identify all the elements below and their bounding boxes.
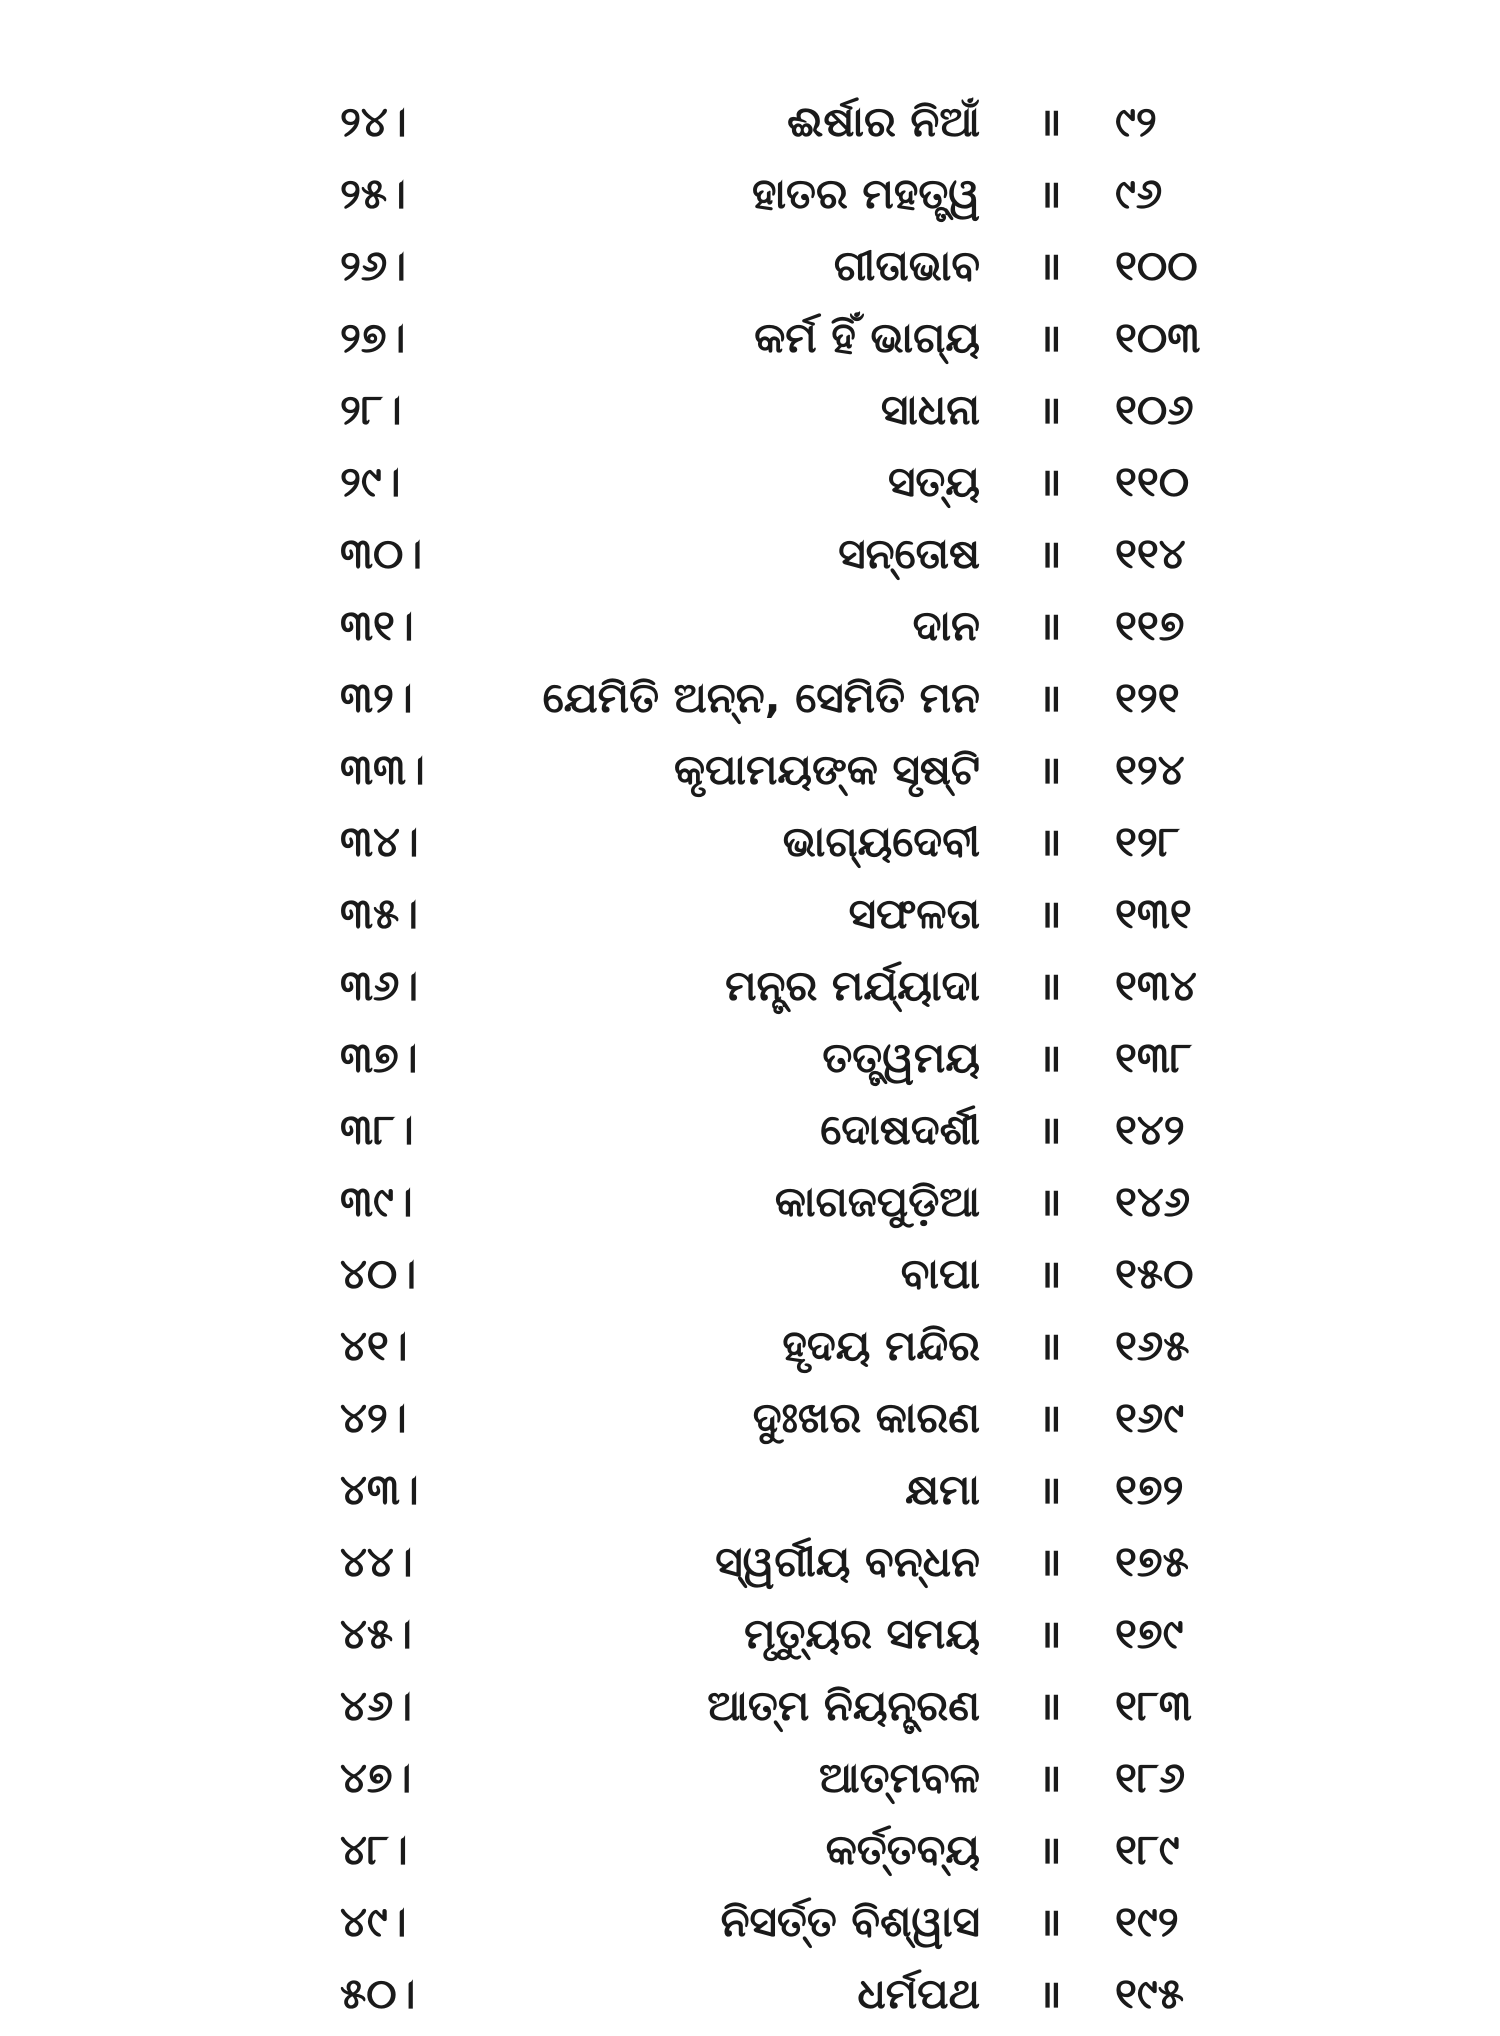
chapter-title: ସତ୍ୟ <box>888 457 980 506</box>
page-number: ୧୫୦ <box>1115 1249 1194 1298</box>
chapter-title: ହାତର ମହତ୍ତ୍ୱ <box>751 169 980 218</box>
chapter-number: ୨୪। <box>340 97 407 146</box>
chapter-number: ୪୪। <box>340 1537 413 1586</box>
toc-row <box>0 236 1500 308</box>
toc-row <box>0 1964 1500 2036</box>
toc-row <box>0 1892 1500 1964</box>
separator: ॥ <box>1038 604 1062 648</box>
chapter-title: ଦୁଃଖର କାରଣ <box>752 1393 980 1442</box>
chapter-number: ୪୬। <box>340 1681 413 1730</box>
page-number: ୧୨୮ <box>1115 817 1180 866</box>
chapter-number: ୪୫। <box>340 1609 413 1658</box>
chapter-title: କର୍ମ ହିଁ ଭାଗ୍ୟ <box>754 313 980 362</box>
chapter-title: ସାଧନା <box>880 385 980 434</box>
page-number: ୧୧୪ <box>1115 529 1186 578</box>
toc-row <box>0 1820 1500 1892</box>
page-number: ୧୦୩ <box>1115 313 1201 362</box>
chapter-title: ସ୍ୱର୍ଗୀୟ ବନ୍ଧନ <box>715 1537 980 1586</box>
chapter-number: ୩୩। <box>340 745 425 794</box>
separator: ॥ <box>1038 1900 1062 1944</box>
toc-row <box>0 380 1500 452</box>
chapter-title: କାଗଜପୁଡ଼ିଆ <box>774 1177 980 1226</box>
page-number: ୧୧୦ <box>1115 457 1190 506</box>
separator: ॥ <box>1038 1756 1062 1800</box>
separator: ॥ <box>1038 748 1062 792</box>
separator: ॥ <box>1038 1324 1062 1368</box>
toc-row <box>0 1532 1500 1604</box>
separator: ॥ <box>1038 892 1062 936</box>
toc-row <box>0 596 1500 668</box>
chapter-title: ମୃତ୍ୟୁର ସମୟ <box>744 1609 980 1658</box>
toc-row <box>0 1676 1500 1748</box>
toc-row <box>0 668 1500 740</box>
page-number: ୧୨୧ <box>1115 673 1180 722</box>
chapter-title: ଯେମିତି ଅନ୍ନ, ସେମିତି ମନ <box>542 673 980 722</box>
separator: ॥ <box>1038 172 1062 216</box>
separator: ॥ <box>1038 532 1062 576</box>
chapter-title: ସଫଳତା <box>848 889 980 938</box>
toc-row <box>0 884 1500 956</box>
page-number: ୧୬୯ <box>1115 1393 1185 1442</box>
page-number: ୧୮୯ <box>1115 1825 1180 1874</box>
separator: ॥ <box>1038 1972 1062 2016</box>
toc-row <box>0 1748 1500 1820</box>
toc-row <box>0 740 1500 812</box>
chapter-title: ବାପା <box>900 1249 980 1298</box>
page-number: ୧୯୨ <box>1115 1897 1179 1946</box>
toc-row <box>0 1388 1500 1460</box>
chapter-number: ୩୭। <box>340 1033 418 1082</box>
chapter-number: ୨୫। <box>340 169 407 218</box>
separator: ॥ <box>1038 316 1062 360</box>
separator: ॥ <box>1038 820 1062 864</box>
separator: ॥ <box>1038 676 1062 720</box>
chapter-title: ଈର୍ଷାର ନିଆଁ <box>787 97 980 146</box>
chapter-number: ୨୭। <box>340 313 406 362</box>
toc-row <box>0 164 1500 236</box>
chapter-number: ୪୦। <box>340 1249 417 1298</box>
page-number: ୧୩୮ <box>1115 1033 1192 1082</box>
toc-row <box>0 1100 1500 1172</box>
page-number: ୧୭୫ <box>1115 1537 1189 1586</box>
page-number: ୧୮୩ <box>1115 1681 1192 1730</box>
separator: ॥ <box>1038 1828 1062 1872</box>
chapter-number: ୪୧। <box>340 1321 408 1370</box>
separator: ॥ <box>1038 388 1062 432</box>
separator: ॥ <box>1038 1684 1062 1728</box>
toc-row <box>0 308 1500 380</box>
page-number: ୧୪୬ <box>1115 1177 1191 1226</box>
page-number: ୧୦୦ <box>1115 241 1198 290</box>
separator: ॥ <box>1038 100 1062 144</box>
toc-row <box>0 452 1500 524</box>
toc-row <box>0 1172 1500 1244</box>
toc-row <box>0 1604 1500 1676</box>
page-number: ୧୩୧ <box>1115 889 1192 938</box>
chapter-title: ନିସର୍ତ୍ତ ବିଶ୍ୱାସ <box>720 1897 980 1946</box>
table-of-contents <box>0 92 1500 2036</box>
chapter-number: ୨୮। <box>340 385 402 434</box>
page-number: ୧୦୬ <box>1115 385 1194 434</box>
chapter-number: ୪୯। <box>340 1897 407 1946</box>
page-number: ୧୮୬ <box>1115 1753 1186 1802</box>
chapter-number: ୨୯। <box>340 457 401 506</box>
toc-row <box>0 956 1500 1028</box>
chapter-title: ଗୀତାଭାବ <box>833 241 980 290</box>
separator: ॥ <box>1038 1540 1062 1584</box>
chapter-title: ଆତ୍ମବଳ <box>819 1753 980 1802</box>
chapter-number: ୪୩। <box>340 1465 419 1514</box>
chapter-number: ୫୦। <box>340 1969 416 2018</box>
chapter-number: ୩୫। <box>340 889 419 938</box>
toc-row <box>0 1244 1500 1316</box>
chapter-number: ୩୧। <box>340 601 414 650</box>
chapter-number: ୪୮। <box>340 1825 408 1874</box>
toc-row <box>0 1316 1500 1388</box>
chapter-number: ୩୪। <box>340 817 419 866</box>
chapter-title: ଦୋଷଦର୍ଶୀ <box>820 1105 980 1154</box>
separator: ॥ <box>1038 1036 1062 1080</box>
page-number: ୧୬୫ <box>1115 1321 1190 1370</box>
chapter-title: କୃପାମୟଙ୍କ ସୃଷ୍ଟି <box>673 745 980 794</box>
page-number: ୧୪୨ <box>1115 1105 1185 1154</box>
chapter-number: ୨୬। <box>340 241 407 290</box>
chapter-title: ଦାନ <box>912 601 980 650</box>
page-number: ୯୬ <box>1115 169 1163 218</box>
toc-row <box>0 1028 1500 1100</box>
chapter-title: ମନ୍ତ୍ର ମର୍ଯ୍ୟାଦା <box>725 961 980 1010</box>
page-number: ୧୧୭ <box>1115 601 1185 650</box>
page-number: ୧୨୪ <box>1115 745 1185 794</box>
chapter-title: ଧର୍ମପଥ <box>857 1969 980 2018</box>
chapter-number: ୪୨। <box>340 1393 407 1442</box>
separator: ॥ <box>1038 1468 1062 1512</box>
chapter-title: ତତ୍ତ୍ୱମୟ <box>822 1033 980 1082</box>
chapter-number: ୩୦। <box>340 529 423 578</box>
chapter-number: ୩୮। <box>340 1105 414 1154</box>
page-number: ୧୯୫ <box>1115 1969 1184 2018</box>
chapter-number: ୪୭। <box>340 1753 412 1802</box>
chapter-title: ଆତ୍ମ ନିୟନ୍ତ୍ରଣ <box>707 1681 980 1730</box>
chapter-number: ୩୯। <box>340 1177 413 1226</box>
page-number: ୯୨ <box>1115 97 1157 146</box>
separator: ॥ <box>1038 244 1062 288</box>
separator: ॥ <box>1038 1612 1062 1656</box>
chapter-title: ସନ୍ତୋଷ <box>838 529 980 578</box>
separator: ॥ <box>1038 1252 1062 1296</box>
toc-row <box>0 92 1500 164</box>
toc-row <box>0 524 1500 596</box>
chapter-title: ହୃଦୟ ମନ୍ଦିର <box>782 1321 980 1370</box>
separator: ॥ <box>1038 1108 1062 1152</box>
page-number: ୧୭୨ <box>1115 1465 1184 1514</box>
page-number: ୧୭୯ <box>1115 1609 1184 1658</box>
chapter-title: କ୍ଷମା <box>905 1465 980 1514</box>
separator: ॥ <box>1038 1180 1062 1224</box>
chapter-number: ୩୬। <box>340 961 419 1010</box>
separator: ॥ <box>1038 460 1062 504</box>
separator: ॥ <box>1038 964 1062 1008</box>
separator: ॥ <box>1038 1396 1062 1440</box>
chapter-number: ୩୨। <box>340 673 413 722</box>
toc-row <box>0 1460 1500 1532</box>
page-number: ୧୩୪ <box>1115 961 1197 1010</box>
chapter-title: ଭାଗ୍ୟଦେବୀ <box>782 817 980 866</box>
chapter-title: କର୍ତ୍ତବ୍ୟ <box>825 1825 980 1874</box>
toc-row <box>0 812 1500 884</box>
